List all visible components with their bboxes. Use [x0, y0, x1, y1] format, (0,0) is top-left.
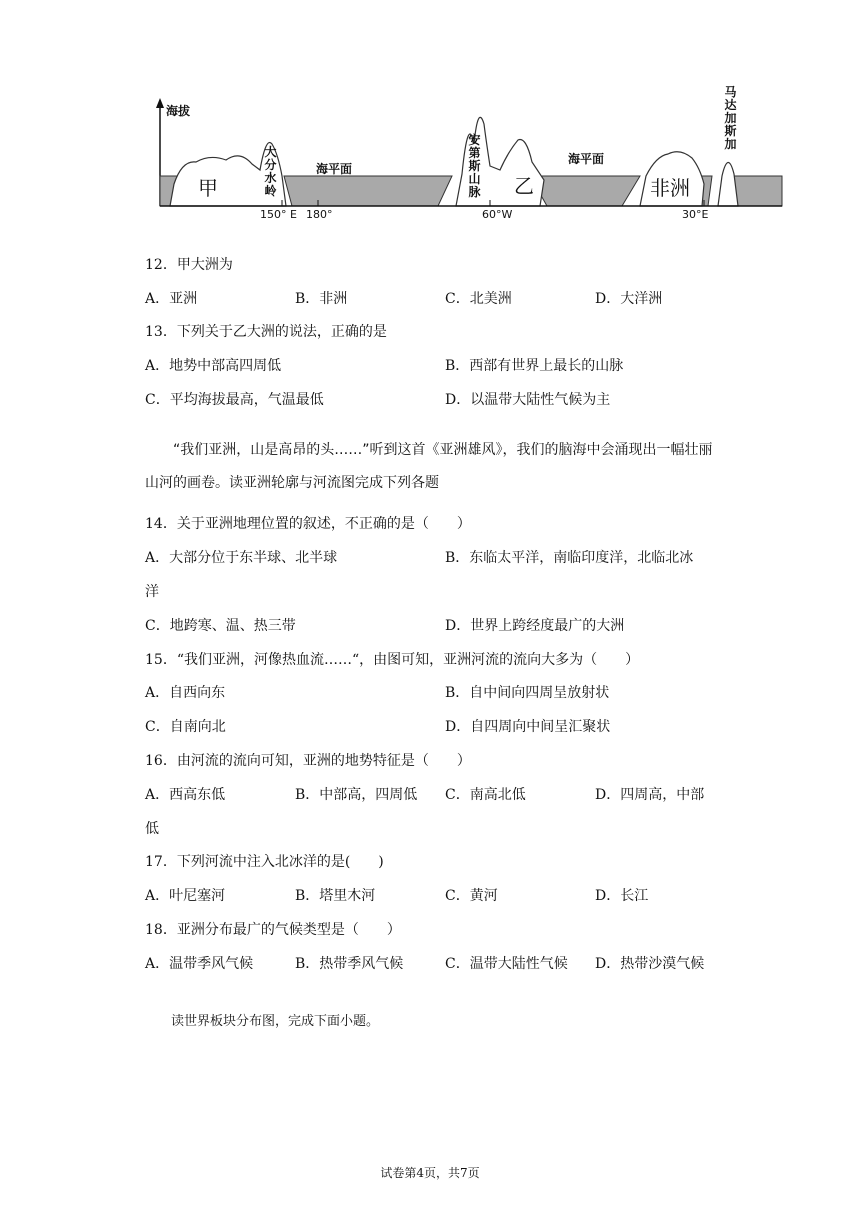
continent-c-label: 非洲	[650, 176, 690, 200]
question-16-option-c: C．南高北低	[445, 787, 526, 803]
question-16-option-d-cont: 低	[145, 821, 159, 837]
madagascar-profile	[718, 162, 738, 206]
question-12-option-a: A．亚洲	[145, 291, 198, 307]
tick-label-150e: 150° E	[260, 208, 297, 221]
question-18-option-c: C．温带大陆性气候	[445, 956, 568, 972]
question-14-option-b-cont: 洋	[145, 584, 159, 600]
question-15-option-b: B．自中间向四周呈放射状	[445, 685, 610, 701]
profile-figure	[152, 84, 792, 234]
question-12-stem: 12．甲大洲为	[145, 257, 233, 273]
passage-plates: 读世界板块分布图，完成下面小题。	[171, 1014, 380, 1029]
question-12-option-d: D．大洋洲	[595, 291, 663, 307]
page-footer: 试卷第4页，共7页	[380, 1166, 480, 1180]
question-17-option-c: C．黄河	[445, 888, 498, 904]
andes-label: 安第斯山脉	[468, 133, 481, 199]
sea-area-pacific	[284, 176, 452, 206]
question-14-option-d: D．世界上跨经度最广的大洲	[445, 618, 625, 634]
question-18-option-d: D．热带沙漠气候	[595, 956, 705, 972]
question-14-option-a: A．大部分位于东半球、北半球	[145, 550, 338, 566]
question-16-option-d: D．四周高，中部	[595, 787, 705, 803]
question-14-option-b: B．东临太平洋，南临印度洋，北临北冰	[445, 550, 694, 566]
question-12-option-c: C．北美洲	[445, 291, 512, 307]
tick-label-60w: 60°W	[482, 208, 513, 221]
question-14-stem: 14．关于亚洲地理位置的叙述，不正确的是（ ）	[145, 516, 471, 532]
question-15-option-d: D．自四周向中间呈汇聚状	[445, 719, 611, 735]
y-axis-arrow	[156, 98, 164, 108]
madagascar-label: 马达加斯加	[724, 85, 737, 151]
question-17-option-d: D．长江	[595, 888, 649, 904]
sea-area-indian	[734, 176, 782, 206]
passage-asia: “我们亚洲，山是高昂的头……”听到这首《亚洲雄风》，我们的脑海中会涌现出一幅壮丽山河的画卷。读亚洲轮廓与河流图完成下列各题	[145, 442, 713, 491]
question-13-stem: 13．下列关于乙大洲的说法，正确的是	[145, 324, 387, 340]
question-15-option-a: A．自西向东	[145, 685, 226, 701]
question-13-option-c: C．平均海拔最高，气温最低	[145, 392, 324, 408]
divide-label: 大分水岭	[264, 145, 277, 198]
question-13-option-d: D．以温带大陆性气候为主	[445, 392, 611, 408]
question-15-option-c: C．自南向北	[145, 719, 226, 735]
question-18-option-a: A．温带季风气候	[145, 956, 254, 972]
question-16-option-b: B．中部高，四周低	[295, 787, 418, 803]
question-14-option-c: C．地跨寒、温、热三带	[145, 618, 296, 634]
sea-level-label-1: 海平面	[316, 162, 353, 176]
question-12-option-b: B．非洲	[295, 291, 348, 307]
sea-area-atlantic	[530, 176, 640, 206]
question-16-option-a: A．西高东低	[145, 787, 226, 803]
question-18-stem: 18．亚洲分布最广的气候类型是（ ）	[145, 922, 401, 938]
question-13-option-b: B．西部有世界上最长的山脉	[445, 358, 624, 374]
question-16-stem: 16．由河流的流向可知，亚洲的地势特征是（ ）	[145, 753, 471, 769]
question-17-option-a: A．叶尼塞河	[145, 888, 226, 904]
question-18-option-b: B．热带季风气候	[295, 956, 404, 972]
question-15-stem: 15．“我们亚洲，河像热血流……“，由图可知，亚洲河流的流向大多为（ ）	[145, 652, 640, 668]
continent-b-label: 乙	[514, 174, 534, 198]
question-17-option-b: B．塔里木河	[295, 888, 376, 904]
tick-label-180: 180°	[306, 208, 333, 221]
question-17-stem: 17．下列河流中注入北冰洋的是( )	[145, 854, 384, 870]
tick-label-30e: 30°E	[682, 208, 709, 221]
y-axis-label: 海拔	[166, 104, 191, 118]
question-13-option-a: A．地势中部高四周低	[145, 358, 282, 374]
continent-a-label: 甲	[198, 176, 218, 200]
sea-level-label-2: 海平面	[568, 152, 605, 166]
